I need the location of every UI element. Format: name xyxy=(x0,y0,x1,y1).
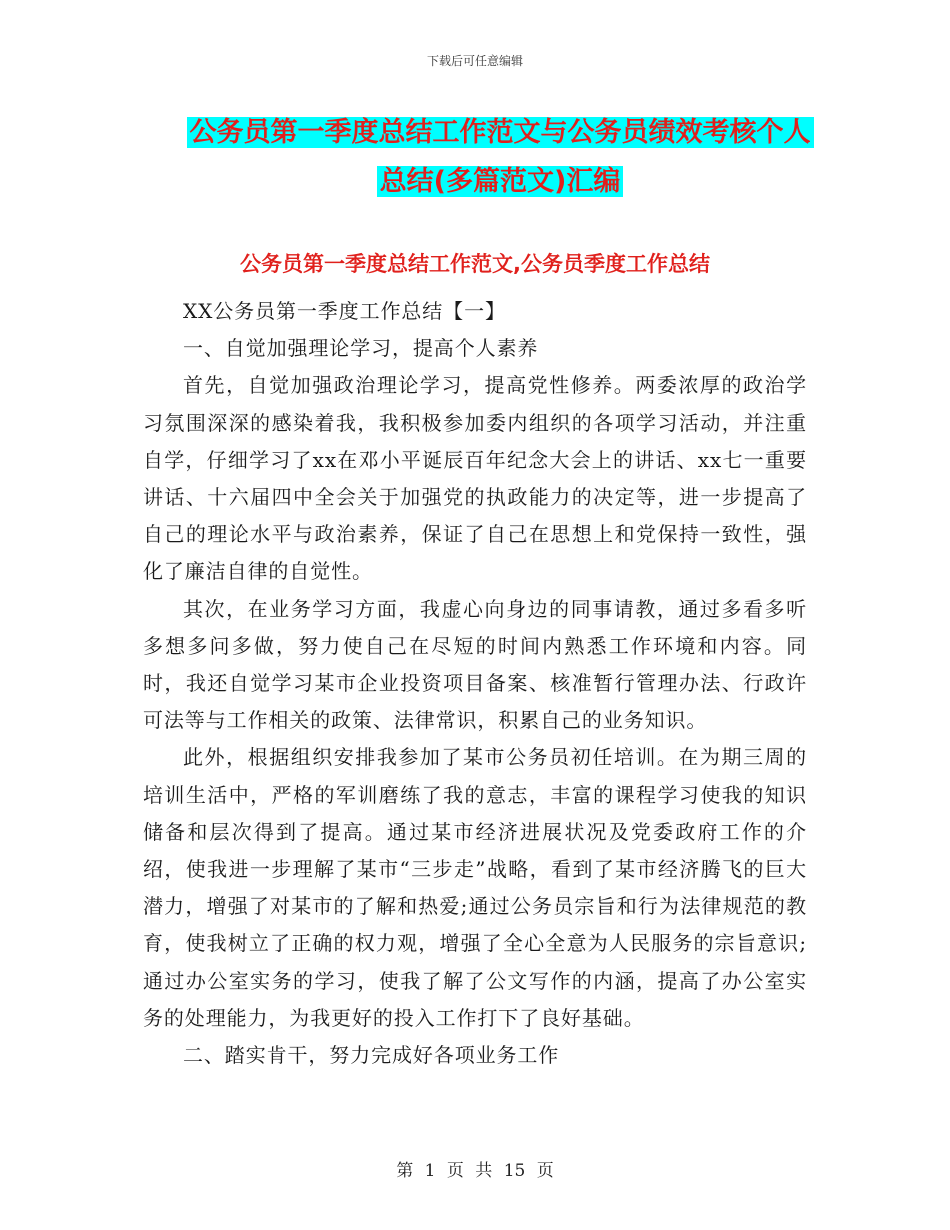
document-title-line-1: 公务员第一季度总结工作范文与公务员绩效考核个人 xyxy=(187,117,814,148)
document-title xyxy=(130,108,870,206)
document-title-line-2: 总结(多篇范文)汇编 xyxy=(377,166,624,197)
paragraph-heading-2: 一、自觉加强理论学习，提高个人素养 xyxy=(183,336,539,361)
document-body xyxy=(143,293,807,1074)
paragraph-heading-3: 二、踏实肯干，努力完成好各项业务工作 xyxy=(183,1043,560,1068)
page-number: 第 1 页 共 15 页 xyxy=(396,1161,554,1181)
paragraph: 此外，根据组织安排我参加了某市公务员初任培训。在为期三周的培训生活中，严格的军训磨练了我的意志，丰富的课程学习使我的知识储备和层次得到了提高。通过某市经济进展状况及党委政府工作的介绍，使我进一步理解了某市“三步走”战略，看到了某市经济腾飞的巨大潜力，增强了对某市的了解和热爱;通过公务员宗旨和行为法律规范的教育，使我树立了正确的权力观，增强了全心全意为人民服务的宗旨意识;通过办公室实务的学习，使我了解了公文写作的内涵，提高了办公室实务的处理能力，为我更好的投入工作打下了良好基础。 xyxy=(143,745,807,1030)
section-title: 公务员第一季度总结工作范文,公务员季度工作总结 xyxy=(240,252,710,276)
header-note: 下载后可任意编辑 xyxy=(426,54,523,68)
paragraph: 其次，在业务学习方面，我虚心向身边的同事请教，通过多看多听多想多问多做，努力使自己在尽短的时间内熟悉工作环境和内容。同时，我还自觉学习某市企业投资项目备案、核准暂行管理办法、行政许可法等与工作相关的政策、法律常识，积累自己的业务知识。 xyxy=(143,596,807,733)
paragraph: 首先，自觉加强政治理论学习，提高党性修养。两委浓厚的政治学习氛围深深的感染着我，我积极参加委内组织的各项学习活动，并注重自学，仔细学习了xx在邓小平诞辰百年纪念大会上的讲话、xx七一重要讲话、十六届四中全会关于加强党的执政能力的决定等，进一步提高了自己的理论水平与政治素养，保证了自己在思想上和党保持一致性，强化了廉洁自律的自觉性。 xyxy=(143,373,807,584)
paragraph-heading-1: XX公务员第一季度工作总结【一】 xyxy=(183,299,506,323)
